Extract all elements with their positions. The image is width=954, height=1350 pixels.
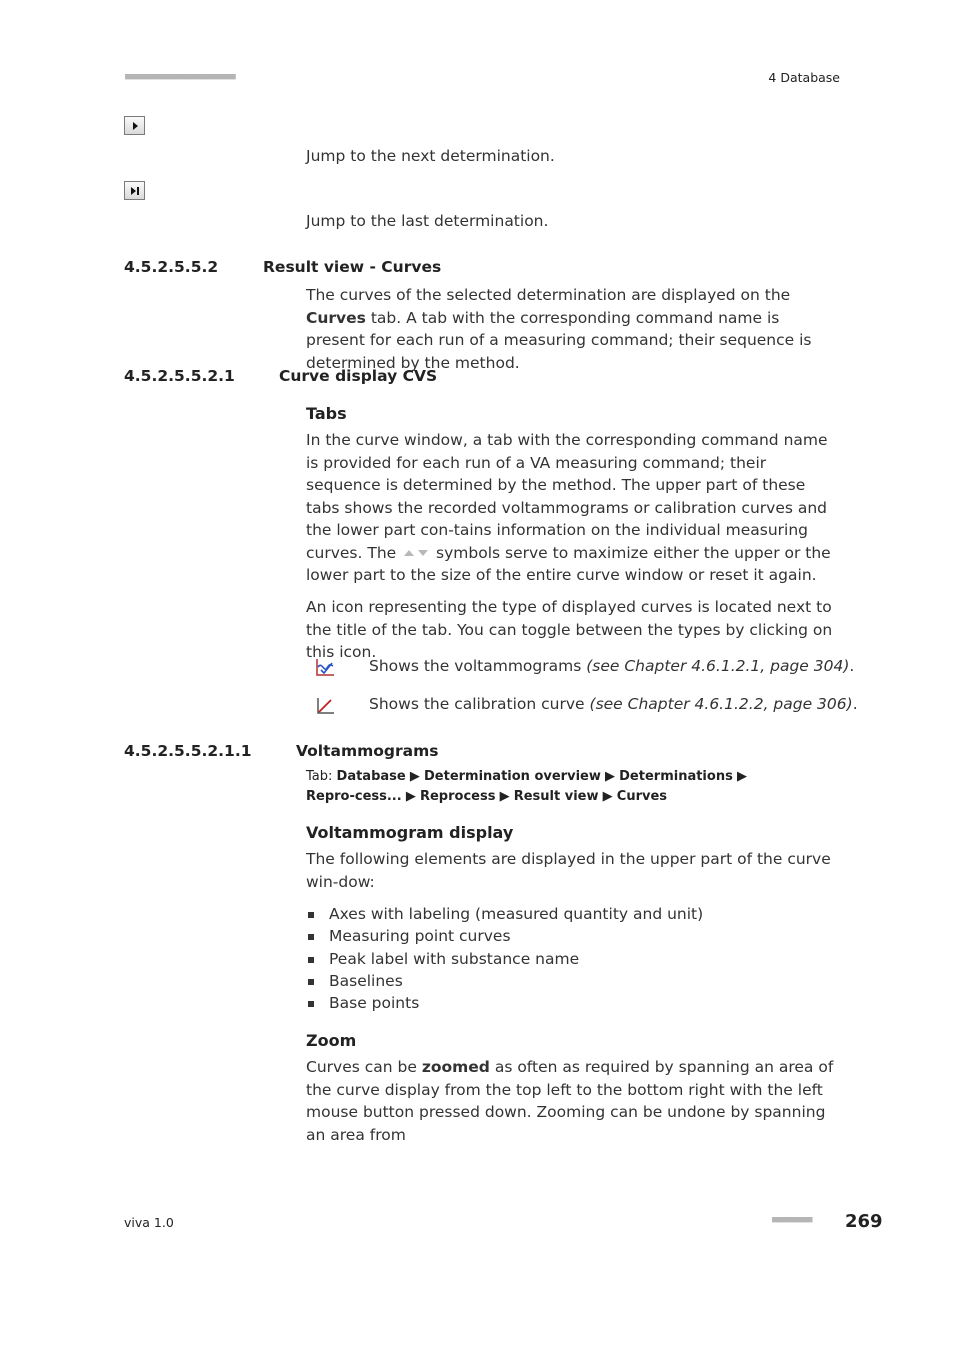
skip-last-icon — [129, 186, 141, 196]
element-list — [306, 903, 703, 1014]
body-text: . — [852, 695, 858, 713]
list-item: Axes with labeling (measured quantity and unit) — [306, 903, 703, 925]
last-determination-description: Jump to the last determination. — [306, 212, 549, 230]
product-version: viva 1.0 — [124, 1215, 174, 1230]
page-number: 269 — [845, 1211, 883, 1232]
chapter-reference: (see Chapter 4.6.1.2.1, page 304) — [586, 657, 850, 675]
section-title: Voltammograms — [296, 742, 439, 760]
subheading-zoom: Zoom — [306, 1031, 357, 1050]
breadcrumb-prefix: Tab: — [306, 769, 337, 784]
section-title: Result view - Curves — [263, 258, 442, 276]
subheading-tabs: Tabs — [306, 404, 347, 423]
icon-paragraph: An icon representing the type of displayed curves is located next to the title of the tab. You can toggle between the types by clicking on this icon. — [306, 598, 833, 661]
zoom-paragraph — [306, 1056, 841, 1146]
display-paragraph: The following elements are displayed in the upper part of the curve win-dow: — [306, 850, 831, 891]
maximize-arrows-icon — [401, 547, 431, 559]
breadcrumb-separator: ▶ — [736, 769, 747, 784]
breadcrumb-item: Repro-cess... — [306, 789, 402, 804]
breadcrumb-separator: ▶ — [409, 769, 420, 784]
next-determination-button — [124, 116, 145, 135]
list-item: Base points — [306, 992, 703, 1014]
voltammogram-icon — [314, 657, 336, 679]
next-determination-description: Jump to the next determination. — [306, 147, 555, 165]
last-determination-button — [124, 181, 145, 200]
body-text: Shows the calibration curve — [369, 695, 590, 713]
body-text: The curves of the selected determination are displayed on the — [306, 286, 791, 304]
play-next-icon — [130, 121, 140, 131]
breadcrumb-separator: ▶ — [605, 769, 615, 784]
list-item: Measuring point curves — [306, 925, 703, 947]
breadcrumb-item: Result view — [513, 789, 599, 804]
body-text: Shows the voltammograms — [369, 657, 587, 675]
list-item: Peak label with substance name — [306, 948, 703, 970]
section-body — [306, 284, 841, 374]
subheading-voltammogram-display: Voltammogram display — [306, 823, 514, 842]
breadcrumb-separator: ▶ — [405, 789, 416, 804]
list-item: Baselines — [306, 970, 703, 992]
section-number: 4.5.2.5.5.2.1.1 — [124, 742, 252, 760]
section-number: 4.5.2.5.5.2.1 — [124, 367, 235, 385]
breadcrumb-item: Determinations — [619, 769, 733, 784]
body-text: Curves can be — [306, 1058, 422, 1076]
zoomed-term: zoomed — [421, 1058, 490, 1076]
tabs-paragraph — [306, 429, 841, 587]
breadcrumb-separator: ▶ — [499, 789, 510, 804]
body-text: tab. — [365, 308, 402, 327]
curves-tab-label: Curves — [306, 308, 366, 327]
chapter-reference: (see Chapter 4.6.1.2.2, page 306) — [589, 695, 853, 713]
section-number: 4.5.2.5.5.2 — [124, 258, 219, 276]
chapter-title: 4 Database — [768, 70, 840, 85]
voltammogram-description — [369, 657, 854, 675]
breadcrumb-separator: ▶ — [602, 789, 613, 804]
body-text: symbols serve to maximize either the upper or the lower part to the size of the entire curve window or reset it again. — [306, 543, 831, 584]
footer-decoration: ■■■■■■■■ — [772, 1215, 813, 1225]
body-text: as often as required by spanning an area of the curve display from the top left to the bottom right with the left mouse button pressed down. Zooming can be undone by spanning an area from — [306, 1058, 834, 1144]
breadcrumb-item: Determination overview — [424, 769, 601, 784]
body-text: . — [849, 657, 855, 675]
breadcrumb — [306, 767, 776, 807]
breadcrumb-item: Reprocess — [419, 789, 496, 804]
body-text: In the curve window, a tab with the corresponding command name is provided for each run of a VA measuring command; their sequence is determined by the method. The upper part of these tabs shows the recorded voltammograms or calibration curves and the lower part con-tains information on the individual measuring curves. The — [306, 431, 828, 562]
breadcrumb-item: Database — [336, 769, 406, 784]
calibration-curve-icon — [314, 695, 336, 717]
calibration-description — [369, 695, 858, 713]
breadcrumb-item: Curves — [616, 789, 668, 804]
header-decoration: ■■■■■■■■■■■■■■■■■■■■■■ — [125, 72, 236, 82]
body-text: A tab with the corresponding command name is present for each run of a measuring command; their sequence is determined by the method. — [306, 308, 812, 372]
section-title: Curve display CVS — [279, 367, 438, 385]
